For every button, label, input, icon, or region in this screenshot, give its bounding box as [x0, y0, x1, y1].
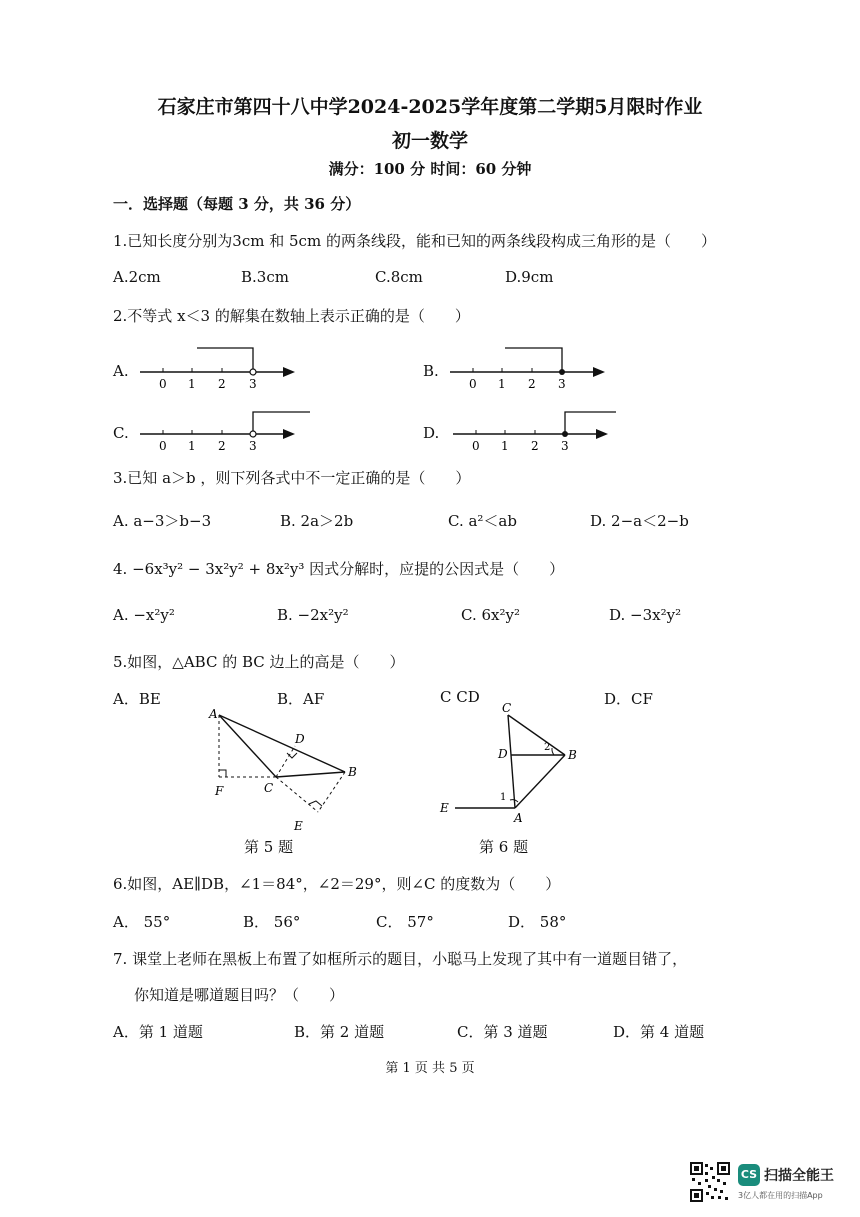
figure-label: C [502, 701, 512, 715]
q2-option-b-label: B. [423, 362, 439, 380]
figure-label: D [295, 732, 305, 746]
q7-option-a: A．第 1 道题 [113, 1023, 203, 1041]
q3-option-c: C. a²＜ab [448, 512, 517, 530]
q6-option-b: B． 56° [243, 913, 301, 931]
q6-option-a: A． 55° [113, 913, 171, 931]
figure-label: A [209, 707, 218, 721]
figure-label: E [440, 801, 449, 815]
tick-label: 3 [249, 439, 257, 453]
q4-option-b: B. −2x²y² [277, 606, 349, 624]
number-line-b [445, 340, 615, 392]
question-1-stem: 1.已知长度分别为3cm 和 5cm 的两条线段，能和已知的两条线段构成三角形的是（ ） [113, 232, 716, 250]
q1-option-d: D.9cm [505, 268, 554, 286]
q2-option-c-label: C. [113, 424, 129, 442]
figure-label: D [498, 747, 508, 761]
tick-label: 3 [249, 377, 257, 391]
figure-6-caption: 第 6 题 [479, 838, 529, 856]
tick-label: 1 [498, 377, 506, 391]
figure-label: B [348, 765, 357, 779]
page-number: 第 1 页 共 5 页 [385, 1061, 475, 1076]
figure-5-caption: 第 5 题 [244, 838, 294, 856]
scanner-tagline: 3亿人都在用的扫描App [738, 1191, 823, 1200]
q4-option-a: A. −x²y² [113, 606, 175, 624]
q3-option-a: A. a−3＞b−3 [113, 512, 212, 530]
camscanner-logo-icon: CS [738, 1164, 760, 1186]
q5-option-c: C CD [440, 688, 480, 706]
tick-label: 1 [188, 377, 196, 391]
q7-option-b: B．第 2 道题 [294, 1023, 385, 1041]
tick-label: 0 [469, 377, 477, 391]
figure-label: B [568, 748, 577, 762]
tick-label: 3 [558, 377, 566, 391]
tick-label: 0 [159, 439, 167, 453]
figure-label: F [215, 784, 224, 798]
number-line-c [135, 402, 315, 454]
section-heading: 一．选择题（每题 3 分，共 36 分） [113, 195, 361, 213]
q7-option-d: D．第 4 道题 [613, 1023, 705, 1041]
question-7-stem-line2: 你知道是哪道题目吗？（ ） [134, 986, 345, 1004]
tick-label: 0 [472, 439, 480, 453]
q1-option-b: B.3cm [241, 268, 289, 286]
question-5-stem: 5.如图，△ABC 的 BC 边上的高是（ ） [113, 653, 405, 671]
page-title: 石家庄市第四十八中学2024-2025学年度第二学期5月限时作业 [157, 96, 703, 118]
q2-option-a-label: A. [113, 362, 129, 380]
q7-option-c: C．第 3 道题 [457, 1023, 548, 1041]
tick-label: 2 [218, 439, 226, 453]
q1-option-a: A.2cm [113, 268, 161, 286]
q4-option-c: C. 6x²y² [461, 606, 520, 624]
q4-option-d: D. −3x²y² [609, 606, 682, 624]
angle-label: 1 [500, 792, 507, 803]
q6-option-d: D． 58° [508, 913, 567, 931]
q2-option-d-label: D. [423, 424, 440, 442]
q5-option-a: A．BE [113, 690, 161, 708]
figure-5-triangle [200, 700, 370, 835]
q5-option-b: B．AF [277, 690, 325, 708]
tick-label: 3 [561, 439, 569, 453]
subject-title: 初一数学 [391, 130, 468, 152]
question-4-stem: 4. −6x³y² − 3x²y² + 8x²y³ 因式分解时，应提的公因式是（ ） [113, 560, 565, 578]
scanner-brand-name: 扫描全能王 [764, 1168, 834, 1184]
number-line-a [135, 340, 305, 392]
figure-6-diagram [430, 700, 590, 830]
q5-option-d: D．CF [604, 690, 653, 708]
q3-option-d: D. 2−a＜2−b [590, 512, 689, 530]
question-7-stem-line1: 7. 课堂上老师在黑板上布置了如框所示的题目，小聪马上发现了其中有一道题目错了， [113, 950, 688, 968]
qr-code-icon [690, 1162, 730, 1202]
figure-label: C [264, 781, 274, 795]
exam-meta: 满分：100 分 时间：60 分钟 [328, 160, 532, 178]
tick-label: 1 [501, 439, 509, 453]
question-3-stem: 3.已知 a＞b ，则下列各式中不一定正确的是（ ） [113, 469, 471, 487]
q1-option-c: C.8cm [375, 268, 423, 286]
figure-label: A [514, 811, 523, 825]
question-6-stem: 6.如图，AE∥DB，∠1＝84°，∠2＝29°，则∠C 的度数为（ ） [113, 875, 561, 893]
tick-label: 2 [528, 377, 536, 391]
angle-label: 2 [544, 742, 551, 753]
question-2-stem: 2.不等式 x＜3 的解集在数轴上表示正确的是（ ） [113, 307, 470, 325]
q6-option-c: C． 57° [376, 913, 434, 931]
figure-label: E [294, 819, 303, 833]
number-line-d [448, 402, 628, 454]
tick-label: 0 [159, 377, 167, 391]
tick-label: 2 [218, 377, 226, 391]
tick-label: 2 [531, 439, 539, 453]
tick-label: 1 [188, 439, 196, 453]
q3-option-b: B. 2a＞2b [280, 512, 354, 530]
